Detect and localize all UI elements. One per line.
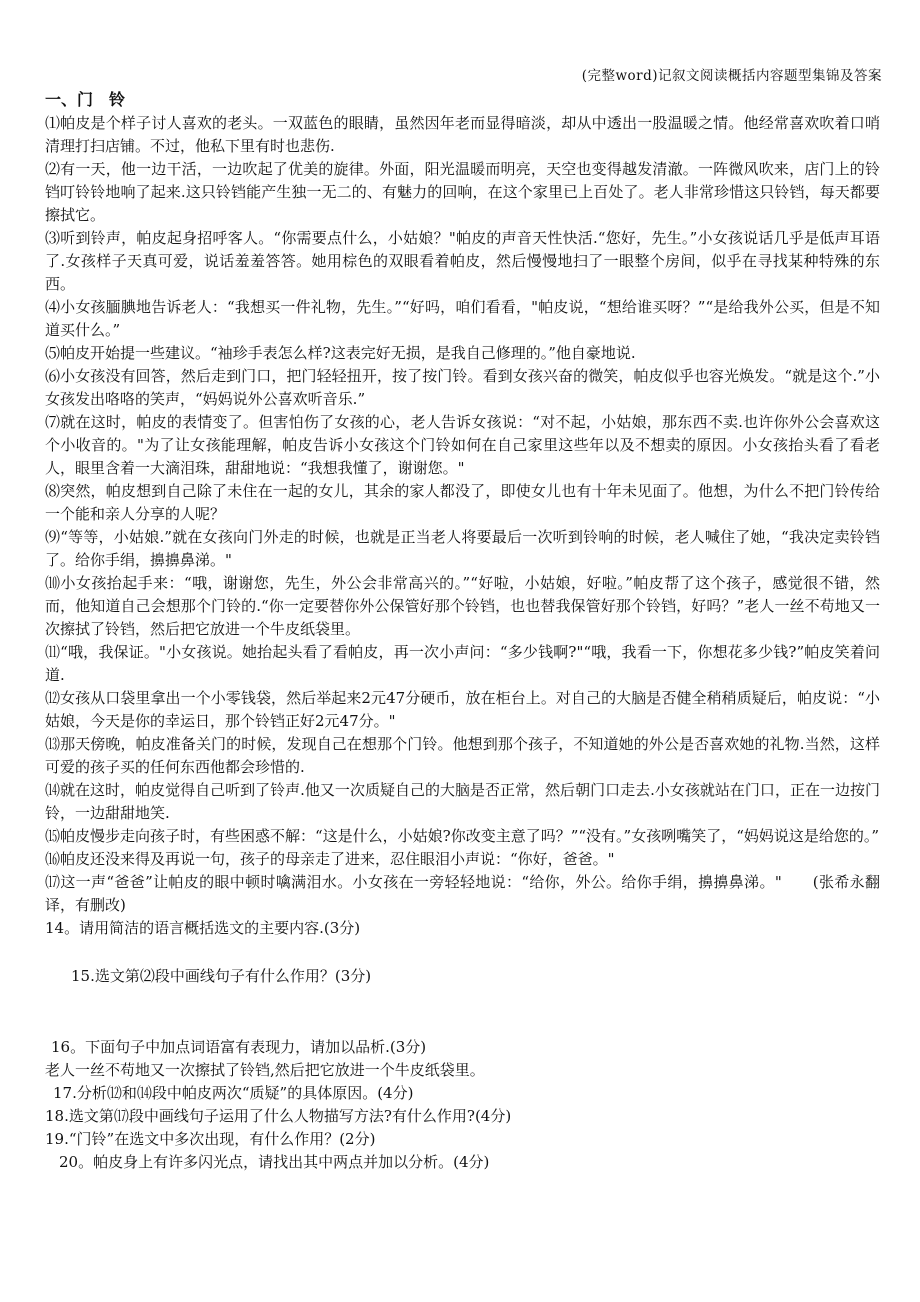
document-header: (完整word)记叙文阅读概括内容题型集锦及答案: [581, 68, 882, 84]
question-15: 15.选文第⑵段中画线句子有什么作用？(3分): [71, 967, 372, 985]
paragraph-14: ⒁就在这时，帕皮觉得自己听到了铃声.他又一次质疑自己的大脑是否正常，然后朝门口走去.小女孩就站在门口，正在一边按门铃，一边甜甜地笑.: [45, 781, 880, 822]
question-16-sentence: 老人一丝不苟地又一次擦拭了铃铛,然后把它放进一个牛皮纸袋里。: [45, 1061, 485, 1079]
section-title: 一、门 铃: [45, 90, 126, 109]
paragraph-3: ⑶听到铃声，帕皮起身招呼客人。“你需要点什么，小姑娘？"帕皮的声音天性快活.“您好，先生。”小女孩说话几乎是低声耳语了.女孩样子天真可爱，说话羞羞答答。她用棕色的双眼看着帕皮，然后慢慢地扫了一眼整个房间，似乎在寻找某种特殊的东西。: [45, 229, 880, 293]
paragraph-7: ⑺就在这时，帕皮的表情变了。但害怕伤了女孩的心，老人告诉女孩说：“对不起，小姑娘，那东西不卖.也许你外公会喜欢这个小收音的。"为了让女孩能理解，帕皮告诉小女孩这个门铃如何在自己家里这些年以及不想卖的原因。小女孩抬头看了看老人，眼里含着一大滴泪珠，甜甜地说：“我想我懂了，谢谢您。": [45, 413, 880, 477]
paragraph-1: ⑴帕皮是个样子讨人喜欢的老头。一双蓝色的眼睛，虽然因年老而显得暗淡，却从中透出一股温暖之情。他经常喜欢吹着口哨清理打扫店铺。不过，他私下里有时也悲伤.: [45, 114, 880, 155]
paragraph-5: ⑸帕皮开始提一些建议。“袖珍手表怎么样?这表完好无损，是我自己修理的。”他自豪地说.: [45, 344, 636, 362]
question-19: 19.“门铃”在选文中多次出现，有什么作用？(2分): [45, 1130, 376, 1148]
paragraph-6: ⑹小女孩没有回答，然后走到门口，把门轻轻扭开，按了按门铃。看到女孩兴奋的微笑，帕皮似乎也容光焕发。“就是这个.”小女孩发出咯咯的笑声，“妈妈说外公喜欢听音乐.”: [45, 367, 880, 408]
question-16: 16。下面句子中加点词语富有表现力，请加以品析.(3分): [51, 1038, 427, 1056]
question-17: 17.分析⑿和⒁段中帕皮两次“质疑”的具体原因。(4分): [53, 1084, 414, 1102]
paragraph-17: ⒄这一声“爸爸”让帕皮的眼中顿时噙满泪水。小女孩在一旁轻轻地说：“给你，外公。给你手绢，擤擤鼻涕。" (张希永翻译，有删改): [45, 873, 880, 914]
question-18: 18.选文第⒄段中画线句子运用了什么人物描写方法?有什么作用?(4分): [45, 1107, 512, 1125]
paragraph-16: ⒃帕皮还没来得及再说一句，孩子的母亲走了进来，忍住眼泪小声说：“你好，爸爸。": [45, 850, 615, 868]
question-20: 20。帕皮身上有许多闪光点，请找出其中两点并加以分析。(4分): [59, 1153, 490, 1171]
paragraph-9: ⑼“等等，小姑娘.”就在女孩向门外走的时候，也就是正当老人将要最后一次听到铃响的时候，老人喊住了她，“我决定卖铃铛了。给你手绢，擤擤鼻涕。": [45, 528, 880, 569]
paragraph-11: ⑾“哦，我保证。"小女孩说。她抬起头看了看帕皮，再一次小声问：“多少钱啊?"“哦，我看一下，你想花多少钱?”帕皮笑着问道.: [45, 643, 880, 684]
paragraph-15: ⒂帕皮慢步走向孩子时，有些困惑不解：“这是什么，小姑娘?你改变主意了吗？”“没有。”女孩咧嘴笑了，“妈妈说这是给您的。”: [45, 827, 880, 845]
paragraph-10: ⑽小女孩抬起手来：“哦，谢谢您，先生，外公会非常高兴的。”“好啦，小姑娘，好啦。”帕皮帮了这个孩子，感觉很不错，然而，他知道自己会想那个门铃的.“你一定要替你外公保管好那个铃铛，也也替我保管好那个铃铛，好吗？”老人一丝不苟地又一次擦拭了铃铛，然后把它放进一个牛皮纸袋里。: [45, 574, 880, 638]
question-14: 14。请用简洁的语言概括选文的主要内容.(3分): [45, 919, 361, 937]
paragraph-13: ⒀那天傍晚，帕皮准备关门的时候，发现自己在想那个门铃。他想到那个孩子，不知道她的外公是否喜欢她的礼物.当然，这样可爱的孩子买的任何东西他都会珍惜的.: [45, 735, 880, 776]
paragraph-12: ⑿女孩从口袋里拿出一个小零钱袋，然后举起来2元47分硬币，放在柜台上。对自己的大脑是否健全稍稍质疑后，帕皮说：“小姑娘，今天是你的幸运日，那个铃铛正好2元47分。": [45, 689, 880, 730]
paragraph-4: ⑷小女孩腼腆地告诉老人：“我想买一件礼物，先生。”“好吗，咱们看看，"帕皮说，“想给谁买呀？”“是给我外公买，但是不知道买什么。”: [45, 298, 880, 339]
paragraph-8: ⑻突然，帕皮想到自己除了未住在一起的女儿，其余的家人都没了，即使女儿也有十年未见面了。他想，为什么不把门铃传给一个能和亲人分享的人呢？: [45, 482, 880, 523]
paragraph-2: ⑵有一天，他一边干活，一边吹起了优美的旋律。外面，阳光温暖而明亮，天空也变得越发清澈。一阵微风吹来，店门上的铃铛叮铃铃地响了起来.这只铃铛能产生独一无二的、有魅力的回响，在这个家里已上百处了。老人非常珍惜这只铃铛，每天都要擦拭它。: [45, 160, 880, 224]
document-body: [45, 88, 880, 1174]
